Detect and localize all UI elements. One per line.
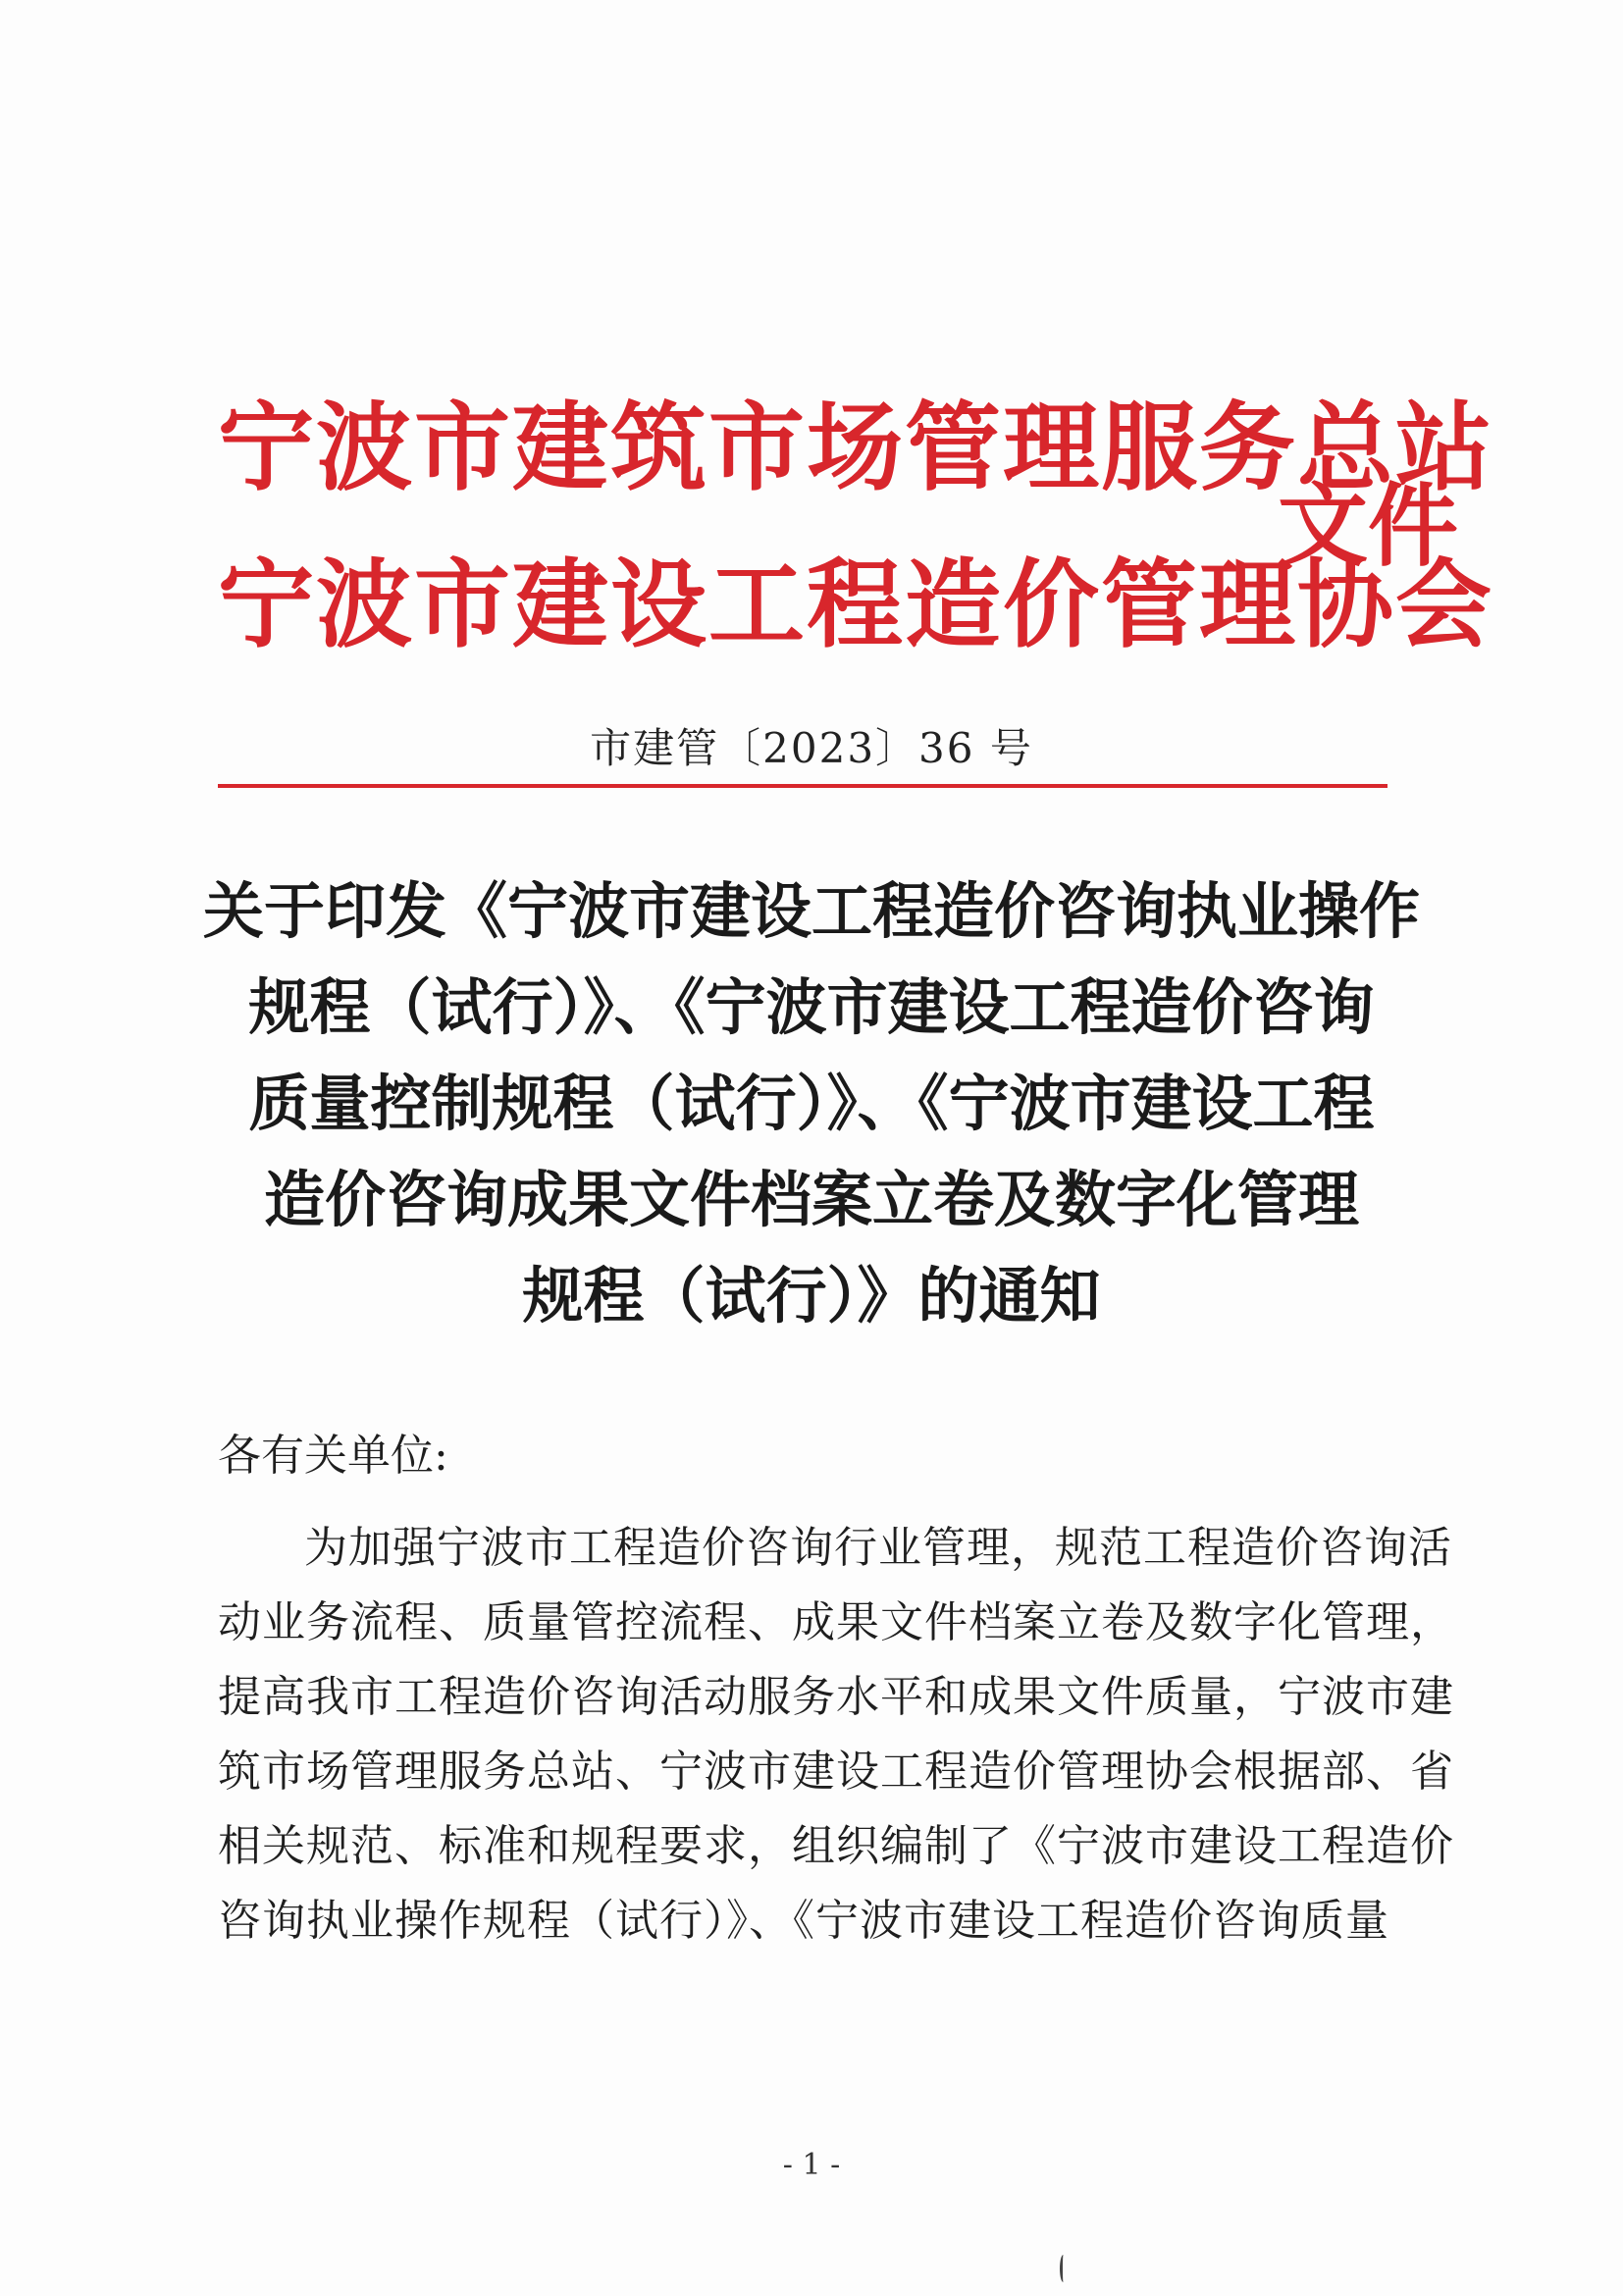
body-line-6: 咨询执业操作规程（试行）》、《宁波市建设工程造价咨询质量 (218, 1896, 1389, 1946)
document-type-label: 文件 (1278, 473, 1459, 579)
title-line-2: 规程（试行）》、《宁波市建设工程造价咨询 (248, 971, 1375, 1043)
body-line-4: 筑市场管理服务总站、宁波市建设工程造价管理协会根据部、省 (218, 1747, 1454, 1797)
page-number: - 1 - (782, 2148, 841, 2182)
body-line-2: 动业务流程、质量管控流程、成果文件档案立卷及数字化管理， (218, 1597, 1454, 1647)
notice-title (147, 863, 1476, 1344)
body-paragraph (218, 1511, 1454, 1958)
issuer-line-2: 宁波市建设工程造价管理协会 (218, 548, 1494, 661)
title-line-4: 造价咨询成果文件档案立卷及数字化管理 (263, 1164, 1359, 1235)
title-line-1: 关于印发《宁波市建设工程造价咨询执业操作 (202, 875, 1420, 947)
document-number: 市建管〔2023〕36 号 (590, 724, 1033, 772)
body-line-5: 相关规范、标准和规程要求，组织编制了《宁波市建设工程造价 (218, 1821, 1454, 1871)
body-line-1: 为加强宁波市工程造价咨询行业管理，规范工程造价咨询活 (304, 1523, 1452, 1573)
title-line-3: 质量控制规程（试行）》、《宁波市建设工程 (248, 1068, 1375, 1139)
issuer-line-1: 宁波市建筑市场管理服务总站 (218, 391, 1494, 504)
title-line-5: 规程（试行）》的通知 (522, 1260, 1101, 1331)
scan-mark (1060, 2255, 1067, 2282)
body-line-3: 提高我市工程造价咨询活动服务水平和成果文件质量，宁波市建 (218, 1672, 1454, 1722)
red-divider (218, 784, 1387, 788)
salutation: 各有关单位: (218, 1431, 448, 1481)
